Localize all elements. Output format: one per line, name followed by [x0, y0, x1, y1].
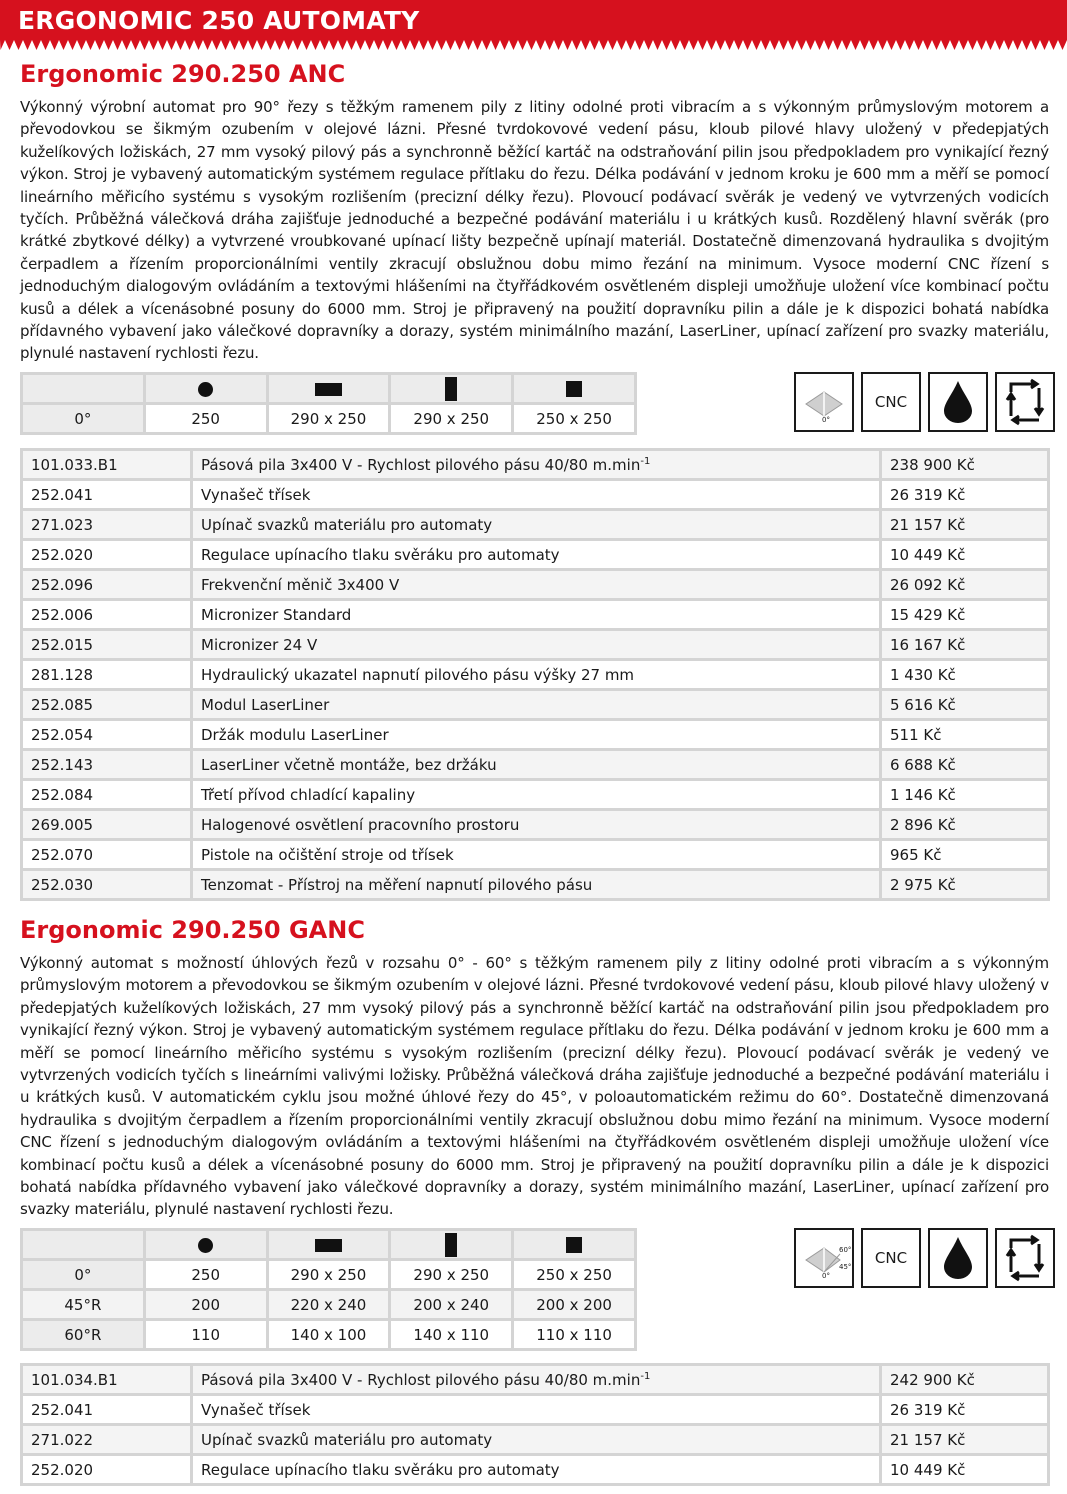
section2-items-table — [20, 1363, 1050, 1486]
item-name: Tenzomat - Přístroj na měření napnutí pilového pásu — [201, 875, 593, 894]
item-name: Pistole na očištění stroje od třísek — [201, 845, 454, 864]
dims-round: 200 — [144, 1290, 267, 1320]
item-code: 252.054 — [22, 720, 192, 750]
item-name-cell — [192, 540, 881, 570]
cnc-label: CNC — [874, 393, 908, 411]
table-row — [22, 600, 1049, 630]
dims-flat: 290 x 250 — [267, 404, 390, 434]
section1-feature-icons — [794, 372, 1055, 432]
round-profile-header — [144, 1230, 267, 1260]
item-code: 252.070 — [22, 840, 192, 870]
tall-rectangle-profile-icon — [445, 377, 457, 401]
miter-angle-label: 0° — [822, 1272, 830, 1280]
item-code: 252.143 — [22, 750, 192, 780]
item-name-cell — [192, 750, 881, 780]
item-code: 252.085 — [22, 690, 192, 720]
item-price: 21 157 Kč — [881, 1425, 1049, 1455]
item-price: 2 975 Kč — [881, 870, 1049, 900]
table-row — [22, 450, 1049, 480]
square-profile-icon — [566, 381, 582, 397]
dims-round: 250 — [144, 1260, 267, 1290]
item-code: 252.030 — [22, 870, 192, 900]
dims-square: 110 x 110 — [513, 1320, 636, 1350]
section2-description: Výkonný automat s možností úhlových řezů v rozsahu 0° - 60° s těžkým ramenem pily z litiny odolné proti vibracím a s výkonným průmyslovým motorem a převodovkou se šikmým ozubením v olejové lázni. Přesné tvrdokovové vedení pásu, kloub pilové hlavy uložený v předepjatých kuželíkových ložiskách, 27 mm vysoký pilový pás a synchronně běžící kartáč na odstraňování pilin jsou předpokladem pro vynikající řezný výkon. Stroj je vybavený automatickým systémem regulace přítlaku do řezu. Délka podávání v jednom kroku je 600 mm a měří se pomocí lineárního měřicího systému s vysokým rozlišením (precizní délky řezu). Plovoucí podávací svěrák je vedený ve vytvrzených vodicích tyčích s lineárními valivými ložisky. Průběžná válečková dráha zajišťuje jednoduché a bezpečné podávání materiálu i u krátkých kusů. V automatickém cyklu jsou možné úhlové řezy do 45°, v poloautomatickém režimu do 60°. Dostatečně dimenzovaná hydraulika s dvojitým čerpadlem a řízením proporcionálními ventily zkracují obslužnou dobu mimo řezání na minimum. Vysoce moderní CNC řízení s jednoduchým dialogovým ovládáním a textovými hlášeními na čtyřřádkovém osvětleném displeji umožňuje uložení více kombinací počtu kusů a délek a vícenásobné posuny do 6000 mm. Stroj je připravený na použití dopravníku pilin a dále je k dispozici bohatá nabídka přídavného vybavení jako válečkové dopravníky a dorazy, systém minimálního mazání, LaserLiner, upínací zařízení pro svazky materiálu, plynulé nastavení rychlosti řezu. — [20, 954, 1049, 1219]
item-name: Třetí přívod chladící kapaliny — [201, 785, 416, 804]
dims-angle: 0° — [22, 404, 145, 434]
dims-header-row — [22, 374, 636, 404]
table-row — [22, 750, 1049, 780]
tall-rectangle-profile-icon — [445, 1233, 457, 1257]
table-row — [22, 570, 1049, 600]
item-name-cell — [192, 1365, 881, 1395]
item-name: Pásová pila 3x400 V - Rychlost pilového pásu 40/80 m.min — [201, 1370, 641, 1389]
section2-feature-icons — [794, 1228, 1055, 1288]
item-name-cell — [192, 690, 881, 720]
dims-round: 250 — [144, 404, 267, 434]
item-name-superscript: -1 — [640, 1370, 651, 1382]
item-name-cell — [192, 1425, 881, 1455]
item-code: 271.023 — [22, 510, 192, 540]
round-profile-icon — [198, 1238, 213, 1253]
section2-title: Ergonomic 290.250 GANC — [20, 916, 365, 944]
item-name: Micronizer 24 V — [201, 635, 318, 654]
tall-profile-header — [390, 374, 513, 404]
table-row — [22, 480, 1049, 510]
item-name: Frekvenční měnič 3x400 V — [201, 575, 400, 594]
dims-angle: 60°R — [22, 1320, 145, 1350]
cnc-icon — [861, 372, 921, 432]
item-name: Regulace upínacího tlaku svěráku pro automaty — [201, 545, 560, 564]
flat-rectangle-profile-icon — [315, 1239, 342, 1252]
dims-tall: 290 x 250 — [390, 404, 513, 434]
item-name: Pásová pila 3x400 V - Rychlost pilového pásu 40/80 m.min — [201, 455, 641, 474]
dims-flat: 220 x 240 — [267, 1290, 390, 1320]
item-name: Modul LaserLiner — [201, 695, 330, 714]
table-row — [22, 810, 1049, 840]
item-name: Držák modulu LaserLiner — [201, 725, 389, 744]
dims-header-row — [22, 1230, 636, 1260]
angle-header-cell — [22, 1230, 145, 1260]
hydraulic-drop-icon — [928, 1228, 988, 1288]
dims-flat: 140 x 100 — [267, 1320, 390, 1350]
item-name: LaserLiner včetně montáže, bez držáku — [201, 755, 497, 774]
item-name-cell — [192, 1455, 881, 1485]
dims-square: 200 x 200 — [513, 1290, 636, 1320]
miter-angle-60-label: 60° — [839, 1246, 852, 1254]
item-price: 10 449 Kč — [881, 1455, 1049, 1485]
cnc-label: CNC — [874, 1249, 908, 1267]
miter-angle-45-label: 45° — [839, 1263, 852, 1271]
square-profile-header — [513, 374, 636, 404]
table-row — [22, 510, 1049, 540]
item-name-cell — [192, 780, 881, 810]
table-row — [22, 1455, 1049, 1485]
flat-rectangle-profile-icon — [315, 383, 342, 396]
item-code: 101.033.B1 — [22, 450, 192, 480]
dims-tall: 290 x 250 — [390, 1260, 513, 1290]
item-code: 252.041 — [22, 1395, 192, 1425]
item-name: Vynašeč třísek — [201, 485, 311, 504]
item-price: 242 900 Kč — [881, 1365, 1049, 1395]
square-profile-header — [513, 1230, 636, 1260]
item-code: 281.128 — [22, 660, 192, 690]
page-banner — [0, 0, 1067, 52]
item-name-cell — [192, 810, 881, 840]
dims-round: 110 — [144, 1320, 267, 1350]
item-price: 15 429 Kč — [881, 600, 1049, 630]
item-code: 101.034.B1 — [22, 1365, 192, 1395]
section2-dimensions-table — [20, 1228, 637, 1351]
dims-angle: 45°R — [22, 1290, 145, 1320]
item-code: 252.015 — [22, 630, 192, 660]
section1-title: Ergonomic 290.250 ANC — [20, 60, 346, 88]
item-name-cell — [192, 660, 881, 690]
item-code: 271.022 — [22, 1425, 192, 1455]
item-price: 511 Kč — [881, 720, 1049, 750]
table-row — [22, 870, 1049, 900]
round-profile-icon — [198, 382, 213, 397]
item-code: 252.096 — [22, 570, 192, 600]
item-price: 1 430 Kč — [881, 660, 1049, 690]
miter-angle-label: 0° — [822, 416, 830, 424]
section1-description: Výkonný výrobní automat pro 90° řezy s těžkým ramenem pily z litiny odolné proti vibracím a s výkonným průmyslovým motorem a převodovkou se šikmým ozubením v olejové lázni. Přesné tvrdokovové vedení pásu, kloub pilové hlavy uložený v předepjatých kuželíkových ložiskách, 27 mm vysoký pilový pás a synchronně běžící kartáč na odstraňování pilin jsou předpokladem pro vynikající řezný výkon. Stroj je vybavený automatickým systémem regulace přítlaku do řezu. Délka podávání v jednom kroku je 600 mm a měří se pomocí lineárního měřicího systému s vysokým rozlišením (precizní délky řezu). Plovoucí podávací svěrák je vedený ve vytvrzených vodicích tyčích. Průběžná válečková dráha zajišťuje jednoduché a bezpečné podávání materiálu i u krátkých kusů. Rozdělený hlavní svěrák (pro krátké zbytkové délky) a vytvrzené vroubkované upínací lišty bezpečně upínají materiál. Dostatečně dimenzovaná hydraulika s dvojitým čerpadlem a řízením proporcionálními ventily zkracují obslužnou dobu mimo řezání na minimum. Vysoce moderní CNC řízení s jednoduchým dialogovým ovládáním a textovými hlášeními na čtyřřádkovém osvětleném displeji umožňuje uložení více kombinací počtu kusů a délek a vícenásobné posuny do 6000 mm. Stroj je připravený na použití dopravníku pilin a dále je k dispozici bohatá nabídka přídavného vybavení jako válečkové dopravníky a dorazy, systém minimálního mazání, LaserLiner, upínací zařízení pro svazky materiálu, plynulé nastavení rychlosti řezu. — [20, 98, 1049, 363]
item-price: 21 157 Kč — [881, 510, 1049, 540]
item-name: Micronizer Standard — [201, 605, 352, 624]
table-row — [22, 660, 1049, 690]
item-price: 2 896 Kč — [881, 810, 1049, 840]
item-name: Upínač svazků materiálu pro automaty — [201, 1430, 493, 1449]
item-name-cell — [192, 870, 881, 900]
item-name-cell — [192, 570, 881, 600]
table-row — [22, 1365, 1049, 1395]
item-code: 252.020 — [22, 1455, 192, 1485]
dims-square: 250 x 250 — [513, 1260, 636, 1290]
flat-profile-header — [267, 1230, 390, 1260]
item-price: 10 449 Kč — [881, 540, 1049, 570]
item-code: 269.005 — [22, 810, 192, 840]
item-name-cell — [192, 510, 881, 540]
tall-profile-header — [390, 1230, 513, 1260]
item-code: 252.041 — [22, 480, 192, 510]
table-row — [22, 630, 1049, 660]
item-name-superscript: -1 — [640, 455, 651, 467]
item-name-cell — [192, 600, 881, 630]
item-price: 5 616 Kč — [881, 690, 1049, 720]
dims-flat: 290 x 250 — [267, 1260, 390, 1290]
item-name: Regulace upínacího tlaku svěráku pro automaty — [201, 1460, 560, 1479]
item-name-cell — [192, 450, 881, 480]
dims-row — [22, 404, 636, 434]
dims-row — [22, 1260, 636, 1290]
table-row — [22, 720, 1049, 750]
item-price: 26 319 Kč — [881, 480, 1049, 510]
table-row — [22, 780, 1049, 810]
miter-angle-range-icon — [794, 1228, 854, 1288]
item-name-cell — [192, 480, 881, 510]
item-name: Vynašeč třísek — [201, 1400, 311, 1419]
item-code: 252.006 — [22, 600, 192, 630]
item-price: 16 167 Kč — [881, 630, 1049, 660]
section1-dimensions-table — [20, 372, 637, 435]
automatic-cycle-icon — [995, 372, 1055, 432]
table-row — [22, 540, 1049, 570]
banner-title: ERGONOMIC 250 AUTOMATY — [18, 6, 420, 35]
dims-row — [22, 1290, 636, 1320]
miter-angle-icon — [794, 372, 854, 432]
dims-square: 250 x 250 — [513, 404, 636, 434]
item-price: 238 900 Kč — [881, 450, 1049, 480]
cnc-icon — [861, 1228, 921, 1288]
item-price: 6 688 Kč — [881, 750, 1049, 780]
angle-header-cell — [22, 374, 145, 404]
flat-profile-header — [267, 374, 390, 404]
table-row — [22, 840, 1049, 870]
item-code: 252.084 — [22, 780, 192, 810]
round-profile-header — [144, 374, 267, 404]
dims-row — [22, 1320, 636, 1350]
section1-items-table — [20, 448, 1050, 901]
item-price: 26 092 Kč — [881, 570, 1049, 600]
item-name: Hydraulický ukazatel napnutí pilového pásu výšky 27 mm — [201, 665, 635, 684]
item-price: 965 Kč — [881, 840, 1049, 870]
hydraulic-drop-icon — [928, 372, 988, 432]
item-name: Halogenové osvětlení pracovního prostoru — [201, 815, 520, 834]
item-price: 1 146 Kč — [881, 780, 1049, 810]
dims-tall: 140 x 110 — [390, 1320, 513, 1350]
table-row — [22, 1425, 1049, 1455]
automatic-cycle-icon — [995, 1228, 1055, 1288]
item-name-cell — [192, 840, 881, 870]
item-name: Upínač svazků materiálu pro automaty — [201, 515, 493, 534]
table-row — [22, 690, 1049, 720]
table-row — [22, 1395, 1049, 1425]
dims-angle: 0° — [22, 1260, 145, 1290]
item-price: 26 319 Kč — [881, 1395, 1049, 1425]
item-code: 252.020 — [22, 540, 192, 570]
item-name-cell — [192, 630, 881, 660]
square-profile-icon — [566, 1237, 582, 1253]
dims-tall: 200 x 240 — [390, 1290, 513, 1320]
item-name-cell — [192, 1395, 881, 1425]
item-name-cell — [192, 720, 881, 750]
